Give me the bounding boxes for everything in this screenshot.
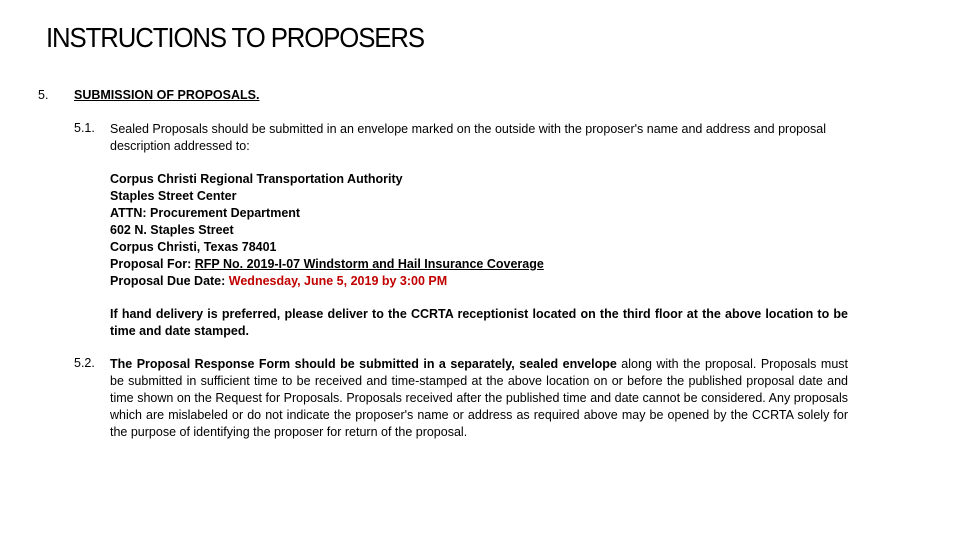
proposal-for-value: RFP No. 2019-I-07 Windstorm and Hail Insurance Coverage xyxy=(194,257,544,271)
item-5-1-number: 5.1. xyxy=(74,121,95,135)
address-line-5: Corpus Christi, Texas 78401 xyxy=(110,240,277,254)
item-5-2-body: along with the proposal. Proposals must be submitted in sufficient time to be received and time-stamped at the above location on or before the published proposal date and time shown on the Request for Proposals. Proposals received after the published time and date cannot be considered. Any proposals which are mislabeled or do not indicate the proposer's name or address as required above may be opened by the CCRTA solely for the purpose of identifying the proposer for return of the proposal. xyxy=(110,357,848,439)
item-5-2-number: 5.2. xyxy=(74,356,95,370)
item-5-2-text xyxy=(110,356,848,441)
address-line-1: Corpus Christi Regional Transportation Authority xyxy=(110,172,403,186)
item-5-1-text: Sealed Proposals should be submitted in an envelope marked on the outside with the proposer's name and address and proposal description addressed to: xyxy=(110,122,827,153)
proposal-for-line xyxy=(110,256,848,273)
mailing-address xyxy=(110,171,848,290)
address-line-4: 602 N. Staples Street xyxy=(110,223,234,237)
due-date-line xyxy=(110,273,848,290)
hand-delivery-note: If hand delivery is preferred, please deliver to the CCRTA receptionist located on the third floor at the above location to be time and date stamped. xyxy=(110,307,848,338)
item-5-2-bold-text: The Proposal Response Form should be submitted in a separately, sealed envelope xyxy=(110,357,617,371)
section-title: SUBMISSION OF PROPOSALS. xyxy=(74,88,260,102)
due-date-label: Proposal Due Date: xyxy=(110,274,229,288)
address-line-2: Staples Street Center xyxy=(110,189,237,203)
page-title: INSTRUCTIONS TO PROPOSERS xyxy=(46,22,424,53)
address-line-3: ATTN: Procurement Department xyxy=(110,206,301,220)
due-date-value: Wednesday, June 5, 2019 by 3:00 PM xyxy=(228,274,448,288)
section-number: 5. xyxy=(38,88,49,102)
proposal-for-label: Proposal For: xyxy=(110,257,195,271)
